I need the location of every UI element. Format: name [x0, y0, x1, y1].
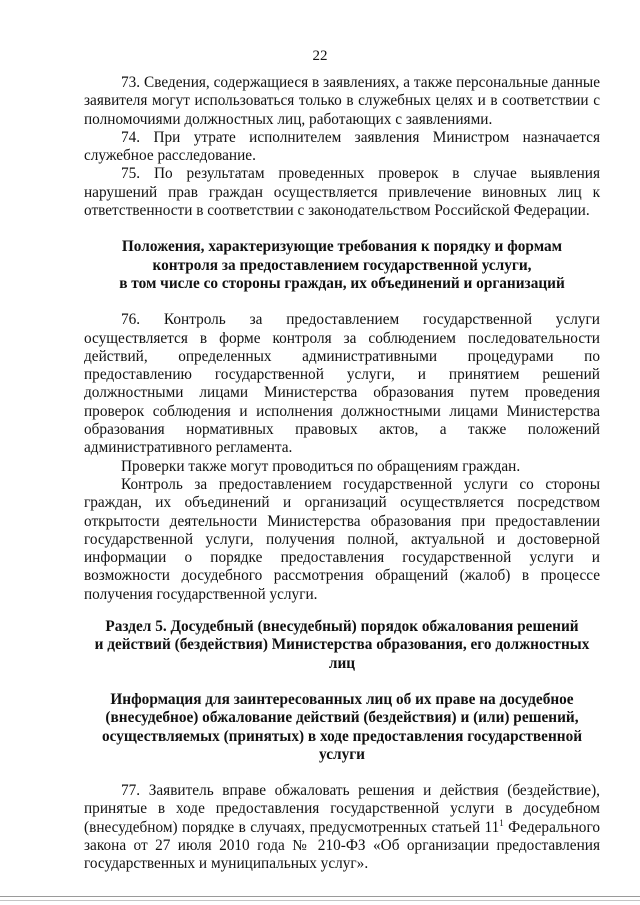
document-body: [84, 74, 600, 874]
heading-info-line-2: (внесудебное) обжалование действий (бездействия) и (или) решений,: [105, 709, 579, 727]
paragraph-75: 75. По результатам проведенных проверок в случае выявления нарушений прав граждан осуществляется привлечение виновных лиц к ответственности в соответствии с законодательством Российской Федерации.: [84, 165, 600, 220]
page-number: 22: [312, 48, 328, 64]
heading-info-line-1: Информация для заинтересованных лиц об их праве на досудебное: [110, 690, 574, 708]
paragraph-73: 73. Сведения, содержащиеся в заявлениях, а также персональные данные заявителя могут использоваться только в служебных целях и в соответствии с полномочиями должностных лиц, работающих с заявлениями.: [84, 74, 600, 128]
heading-info-line-3: осуществляемых (принятых) в ходе предоставления государственной услуги: [101, 727, 583, 763]
paragraph-public-control: Контроль за предоставлением государственной услуги со стороны граждан, их объединений и организаций осуществляется посредством открытости деятельности Министерства образования при предоставлении государственной услуги, получения полной, актуальной и достоверной информации о порядке предоставления государственной услуги и возможности досудебного рассмотрения обращений (жалоб) в процессе получения государственной услуги.: [84, 475, 600, 603]
paragraph-74: 74. При утрате исполнителем заявления Министром назначается служебное расследование.: [84, 128, 600, 165]
heading-control-line-1: Положения, характеризующие требования к порядку и формам: [121, 238, 563, 256]
paragraph-76: 76. Контроль за предоставлением государственной услуги осуществляется в форме контроля за соблюдением последовательности действий, определенных административными процедурами по предоставлению государственной услуги, и принятием решений должностными лицами Министерства образования путем проведения проверок соблюдения и исполнения должностными лицами Министерства образования нормативных правовых актов, а также положений административного регламента.: [84, 311, 600, 457]
article-superscript: 1: [499, 817, 504, 828]
section-5-line-2: и действий (бездействия) Министерства образования, его должностных лиц: [94, 636, 590, 672]
scan-edge-line-lower: [0, 900, 640, 901]
heading-appeal-information: [84, 691, 600, 764]
section-5-line-1: Раздел 5. Досудебный (внесудебный) порядок обжалования решений: [105, 618, 579, 636]
paragraph-77-text-end: Федерального закона от 27 июля 2010 года № 210-ФЗ «Об организации предоставления государственных и муниципальных услуг».: [84, 818, 600, 873]
heading-control-line-3: в том числе со стороны граждан, их объединений и организаций: [119, 274, 565, 292]
paragraph-inspections: Проверки также могут проводиться по обращениям граждан.: [121, 457, 521, 475]
paragraph-77: [84, 782, 600, 873]
heading-control-requirements: [84, 238, 600, 293]
heading-control-line-2: контроля за предоставлением государственной услуги,: [152, 256, 532, 274]
scan-edge-line: [0, 896, 640, 897]
section-5-heading: [84, 618, 600, 673]
paragraph-77-text-start: 77. Заявитель вправе обжаловать решения и действия (бездействие), принятые в ходе предоставления государственной услуги в досудебном (внесудебном) порядке в случаях, предусмотренных статьей 11: [84, 782, 600, 836]
